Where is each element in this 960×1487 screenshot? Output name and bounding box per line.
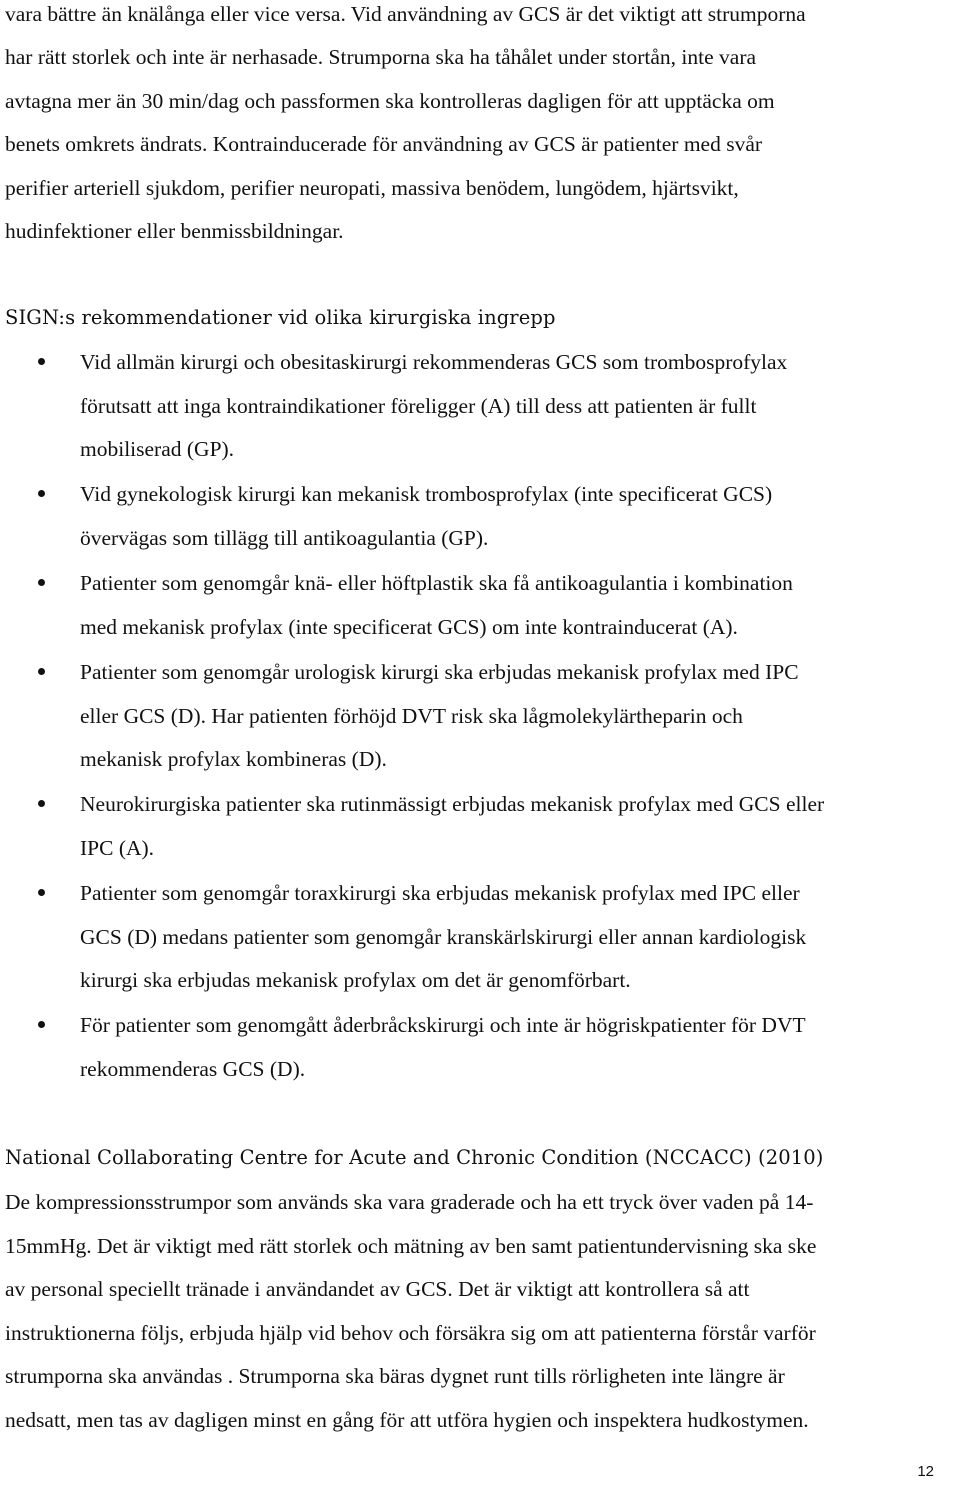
list-item-line: rekommenderas GCS (D). (80, 1057, 306, 1081)
bullet-icon (38, 668, 45, 675)
list-item-line: mobiliserad (GP). (80, 437, 235, 461)
bullet-icon (38, 1021, 45, 1028)
page-number: 12 (917, 1463, 934, 1480)
section-heading-nccacc: National Collaborating Centre for Acute and Chronic Condition (NCCACC) (2010) (5, 1146, 824, 1169)
list-item-line: med mekanisk profylax (inte specificerat GCS) om inte kontrainducerat (A). (80, 615, 738, 639)
list-item-line: mekanisk profylax kombineras (D). (80, 747, 387, 771)
list-item-line: Patienter som genomgår knä- eller höftplastik ska få antikoagulantia i kombination (80, 571, 793, 595)
bullet-icon (38, 889, 45, 896)
bullet-icon (38, 490, 45, 497)
nccacc-line: 15mmHg. Det är viktigt med rätt storlek och mätning av ben samt patientundervisning ska ske (5, 1234, 817, 1258)
nccacc-line: nedsatt, men tas av dagligen minst en gång för att utföra hygien och inspektera hudkostymen. (5, 1408, 809, 1432)
list-item-line: Neurokirurgiska patienter ska rutinmässigt erbjudas mekanisk profylax med GCS eller (80, 792, 825, 816)
section-heading-sign: SIGN:s rekommendationer vid olika kirurgiska ingrepp (5, 306, 556, 329)
list-item-line: övervägas som tillägg till antikoagulantia (GP). (80, 526, 489, 550)
intro-line: avtagna mer än 30 min/dag och passformen ska kontrolleras dagligen för att upptäcka om (5, 89, 775, 113)
list-item-line: eller GCS (D). Har patienten förhöjd DVT risk ska lågmolekylärtheparin och (80, 704, 743, 728)
list-item-line: Vid allmän kirurgi och obesitaskirurgi rekommenderas GCS som trombosprofylax (80, 350, 788, 374)
nccacc-line: strumporna ska användas . Strumporna ska bäras dygnet runt tills rörligheten inte längre är (5, 1364, 785, 1388)
intro-line: har rätt storlek och inte är nerhasade. Strumporna ska ha tåhålet under stortån, inte vara (5, 45, 757, 69)
list-item-line: GCS (D) medans patienter som genomgår kranskärlskirurgi eller annan kardiologisk (80, 925, 807, 949)
list-item-line: Patienter som genomgår urologisk kirurgi ska erbjudas mekanisk profylax med IPC (80, 660, 799, 684)
list-item-line: Vid gynekologisk kirurgi kan mekanisk trombosprofylax (inte specificerat GCS) (80, 482, 773, 506)
bullet-icon (38, 800, 45, 807)
intro-line: perifier arteriell sjukdom, perifier neuropati, massiva benödem, lungödem, hjärtsvikt, (5, 176, 739, 200)
list-item-line: IPC (A). (80, 836, 155, 860)
list-item-line: Patienter som genomgår toraxkirurgi ska erbjudas mekanisk profylax med IPC eller (80, 881, 800, 905)
intro-line: vara bättre än knälånga eller vice versa. Vid användning av GCS är det viktigt att strumporna (5, 2, 806, 26)
list-item-line: kirurgi ska erbjudas mekanisk profylax om det är genomförbart. (80, 968, 631, 992)
bullet-icon (38, 358, 45, 365)
nccacc-line: De kompressionsstrumpor som används ska vara graderade och ha ett tryck över vaden på 14- (5, 1190, 814, 1214)
intro-line: benets omkrets ändrats. Kontrainducerade för användning av GCS är patienter med svår (5, 132, 763, 156)
list-item-line: förutsatt att inga kontraindikationer föreligger (A) till dess att patienten är fullt (80, 394, 757, 418)
bullet-icon (38, 579, 45, 586)
intro-line: hudinfektioner eller benmissbildningar. (5, 219, 344, 243)
nccacc-line: instruktionerna följs, erbjuda hjälp vid behov och försäkra sig om att patienterna förstår varför (5, 1321, 816, 1345)
nccacc-line: av personal speciellt tränade i användandet av GCS. Det är viktigt att kontrollera så att (5, 1277, 750, 1301)
list-item-line: För patienter som genomgått åderbråckskirurgi och inte är högriskpatienter för DVT (80, 1013, 806, 1037)
